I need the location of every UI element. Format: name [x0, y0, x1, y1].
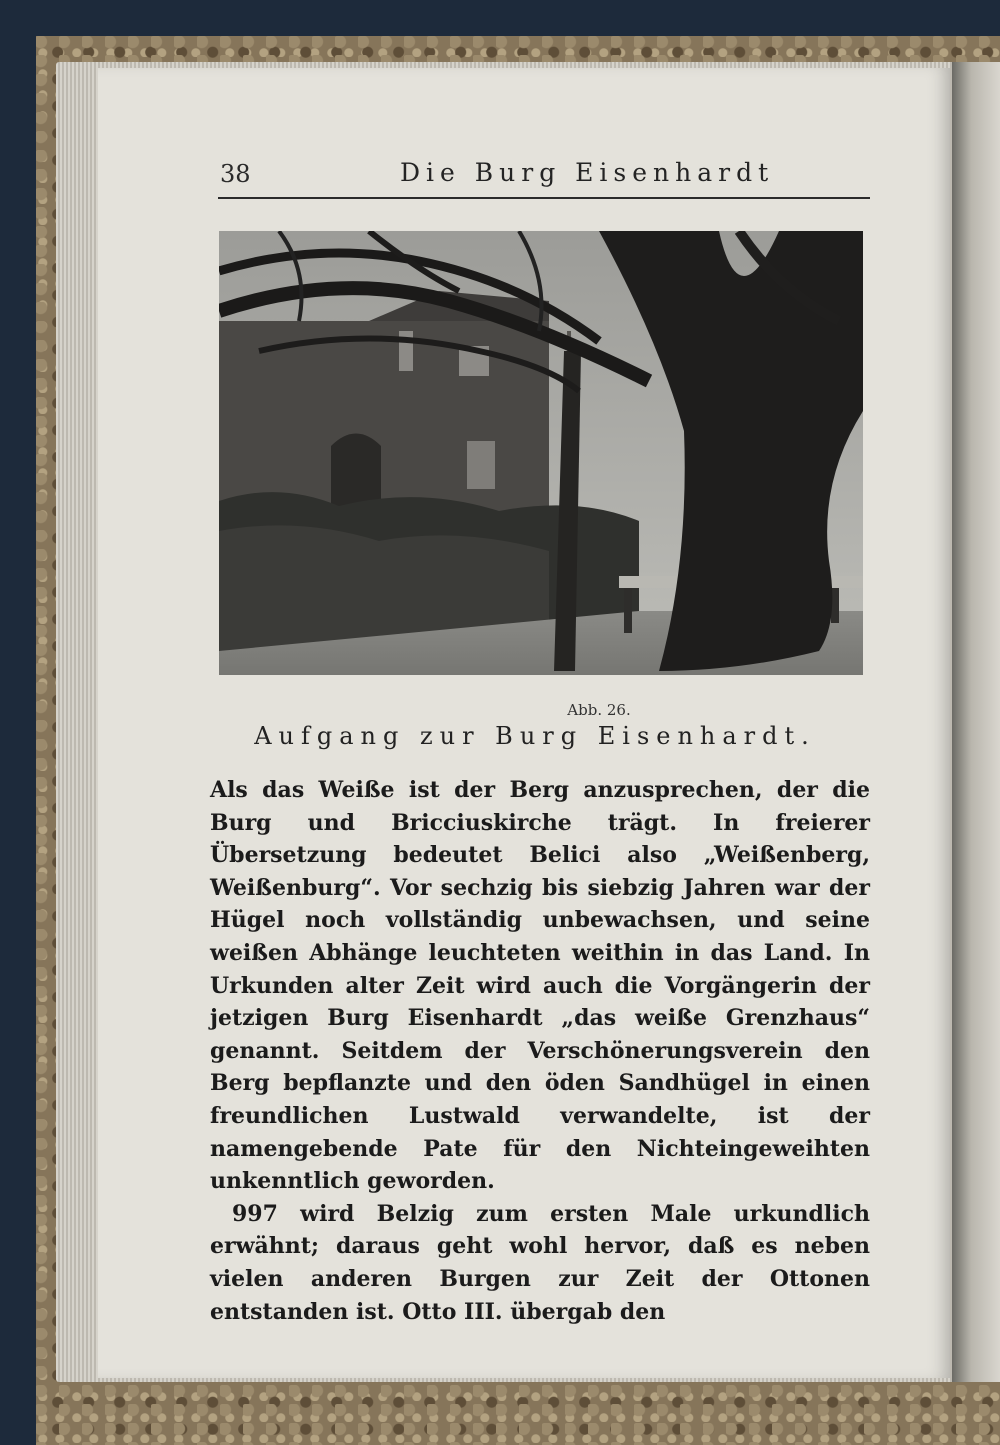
- body-text: [210, 774, 870, 1328]
- next-page-gutter: [952, 62, 1000, 1382]
- figure-photo: [219, 231, 863, 675]
- running-title: Die Burg Eisenhardt: [400, 158, 775, 187]
- page-number: 38: [220, 160, 251, 188]
- figure-label: Abb. 26.: [567, 701, 631, 719]
- paragraph-2: 997 wird Belzig zum ersten Male urkundlich erwähnt; daraus geht wohl hervor, daß es neben vielen anderen Burgen zur Zeit der Ottonen entstanden ist. Otto III. übergab den: [210, 1200, 870, 1325]
- figure-caption: Aufgang zur Burg Eisenhardt.: [254, 722, 816, 750]
- paragraph-1: Als das Weiße ist der Berg anzusprechen, der die Burg und Bricciuskirche trägt. In freierer Übersetzung bedeutet Belici also „Weißenberg, Weißenburg“. Vor sechzig bis siebzig Jahren war der Hügel noch vollständig unbewachsen, und seine weißen Abhänge leuchteten weithin in das Land. In Urkunden alter Zeit wird auch die Vorgängerin der jetzigen Burg Eisenhardt „das weiße Grenzhaus“ genannt. Seitdem der Verschönerungsverein den Berg bepflanzte und den öden Sandhügel in einen freundlichen Lustwald verwandelte, ist der namengebende Pate für den Nichteingeweihten unkenntlich geworden.: [210, 777, 870, 1195]
- castle-tree-photo: [219, 231, 863, 675]
- header-rule: [218, 197, 870, 199]
